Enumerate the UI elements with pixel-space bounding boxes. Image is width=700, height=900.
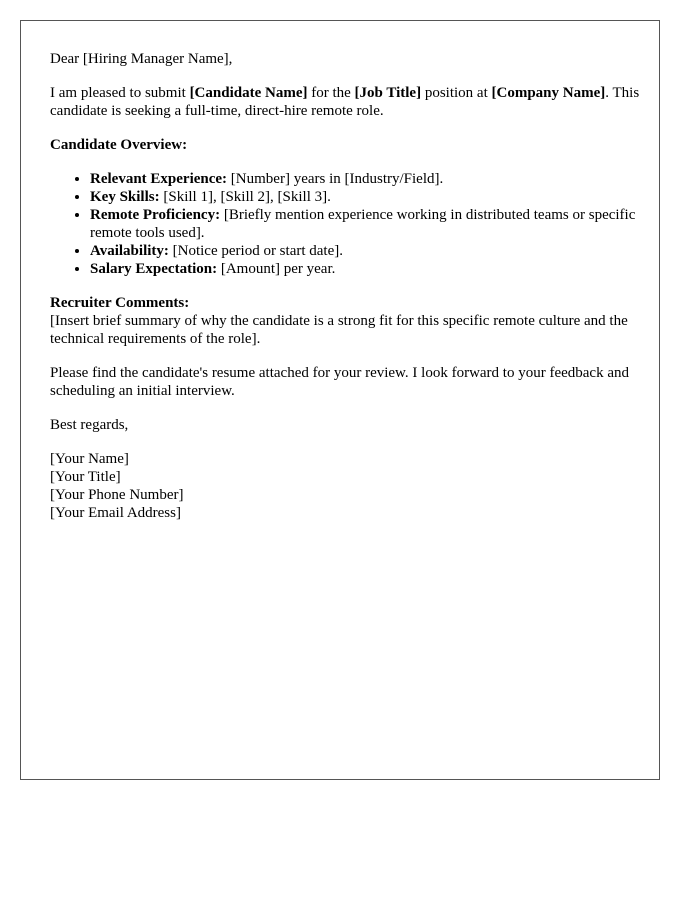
overview-title: Candidate Overview: (50, 137, 188, 153)
intro-text-3: position at (421, 85, 492, 101)
overview-item-salary (90, 260, 640, 278)
recruiter-comments (50, 294, 640, 348)
letter-body (50, 50, 640, 538)
signature-phone: [Your Phone Number] (50, 487, 184, 503)
overview-item-label: Remote Proficiency: (90, 207, 221, 223)
candidate-name-placeholder: [Candidate Name] (189, 85, 308, 101)
overview-item-text: [Skill 1], [Skill 2], [Skill 3]. (159, 189, 331, 205)
closing-paragraph: Please find the candidate's resume attached for your review. I look forward to your feedback and scheduling an initial interview. (50, 365, 630, 399)
overview-item-text: [Notice period or start date]. (168, 243, 343, 259)
comments-title: Recruiter Comments: (50, 295, 190, 311)
signature-block (50, 450, 640, 522)
intro-text-2: for the (307, 85, 355, 101)
overview-item-remote (90, 206, 640, 242)
overview-item-label: Relevant Experience: (90, 171, 228, 187)
overview-list (50, 170, 640, 278)
overview-item-text: [Briefly mention experience working in distributed teams or specific remote tools used]. (90, 207, 636, 241)
overview-item-label: Salary Expectation: (90, 261, 218, 277)
sign-off: Best regards, (50, 417, 129, 433)
intro-paragraph (50, 84, 640, 120)
signature-email: [Your Email Address] (50, 505, 181, 521)
overview-item-label: Availability: (90, 243, 169, 259)
company-name-placeholder: [Company Name] (491, 85, 606, 101)
overview-item-text: [Amount] per year. (217, 261, 336, 277)
overview-item-label: Key Skills: (90, 189, 160, 205)
overview-item-skills (90, 188, 640, 206)
intro-text-4: . This candidate is seeking a full-time, direct-hire remote role. (50, 85, 640, 119)
letter-frame (20, 20, 660, 780)
signature-title: [Your Title] (50, 469, 121, 485)
overview-item-availability (90, 242, 640, 260)
overview-item-experience (90, 170, 640, 188)
job-title-placeholder: [Job Title] (354, 85, 422, 101)
intro-text-1: I am pleased to submit (50, 85, 190, 101)
greeting: Dear [Hiring Manager Name], (50, 51, 233, 67)
overview-item-text: [Number] years in [Industry/Field]. (227, 171, 444, 187)
comments-text: [Insert brief summary of why the candidate is a strong fit for this specific remote culture and the technical requirements of the role]. (50, 313, 628, 347)
signature-name: [Your Name] (50, 451, 129, 467)
